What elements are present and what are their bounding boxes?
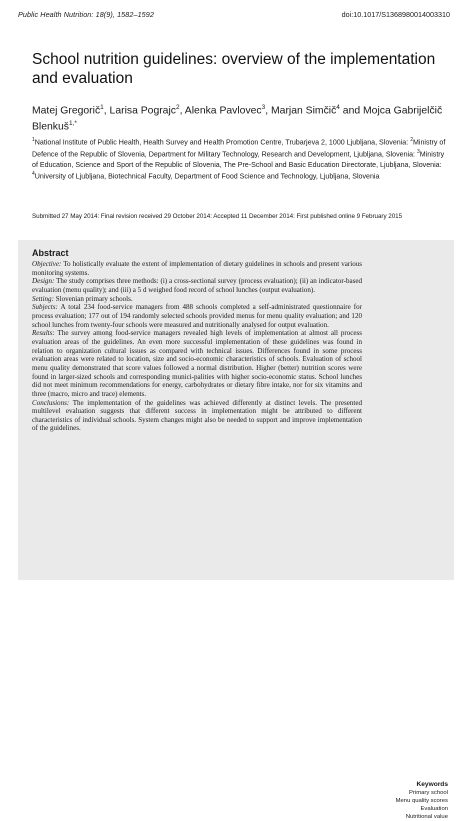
abstract-section [32,277,362,294]
affiliation-number: 2 [410,137,413,143]
abstract-section [32,295,362,304]
publication-dates: Submitted 27 May 2014: Final revision received 29 October 2014: Accepted 11 December 2014: First published online 9 February 2015 [32,213,403,220]
author-list [32,101,452,134]
doi: doi:10.1017/S1368980014003310 [341,10,450,19]
keyword-item: Menu quality scores [395,798,448,804]
abstract-section-body: The survey among food-service managers revealed high levels of implementation at almost all process evaluation areas of the guidelines. An even more successful implementation of these guidelines was found in relation to organization cultural issues as compared with technical issues. Differences found in some process evaluation areas were related to location, size and socio-economic characteristics of schools. Evaluation of school menu quality demonstrated that score values followed a normal distribution. Higher (better) nutrition scores were found in larger-sized schools and corresponding munici-palities with higher socio-economic status. School lunches did not meet minimum recommendations for energy, carbohydrates or dietary fibre intake, nor for six vitamins and three (macro, micro and trace) elements. [32,329,362,398]
author-name: Larisa Pograjc [109,105,176,117]
keywords-panel [358,781,448,821]
affiliation-text: Ministry of Education, Science and Sport of the Republic of Slovenia, The Pre-School and Basic Education Directorate, Ljubljana, Slovenia: [32,150,445,169]
journal-citation: Public Health Nutrition: 18(9), 1582–1592 [18,10,154,19]
abstract-section-body: A total 234 food-service managers from 488 schools completed a self-administrated questionnaire for process evaluation; 177 out of 194 randomly selected schools provided menus for menu quality evaluation; and 120 school lunches from twenty-four schools were measured and nutritionally analysed for output evaluation. [32,303,362,329]
abstract-section-label: Setting: [32,294,54,303]
abstract-heading: Abstract [32,248,69,258]
affiliation-number: 4 [32,171,35,178]
abstract-section [32,303,362,329]
author-affiliation-mark: 2 [175,104,180,111]
abstract-section [32,260,362,277]
affiliation-number: 1 [32,137,35,143]
affiliation-number: 3 [416,149,420,156]
keywords-list [358,789,448,821]
author-separator: , [179,105,185,117]
abstract-section-body: The implementation of the guidelines was achieved differently at distinct levels. The presented multilevel evaluation suggests that different success in implementation might be attributed to different characteristics of individual schools. System changes might also be needed to support and improve implementation of the guidelines. [32,398,362,433]
keyword-item: Nutritional value [405,814,448,820]
author-name: Marjan Simčič [271,105,337,117]
author-name: Matej Gregorič [32,105,101,117]
affiliation-text: University of Ljubljana, Biotechnical Faculty, Department of Food Science and Technology, Ljubljana, Slovenia [34,172,380,181]
running-head [18,10,450,22]
abstract-section-body: Slovenian primary schools. [55,294,133,303]
keyword-item: Evaluation [420,806,448,812]
affiliations [32,136,452,183]
abstract-section-label: Design: [32,277,55,286]
author-separator: and [339,105,364,117]
abstract-section-label: Conclusions: [32,398,70,407]
abstract-section-body: The study comprises three methods: (i) a cross-sectional survey (process evaluation); (ii) an indicator-based evaluation (menu quality); and (iii) a 5 d weighed food record of school lunches (output evaluation). [32,277,362,294]
affiliation-text: National Institute of Public Health, Health Survey and Health Promotion Centre, Trubarjeva 2, 1000 Ljubljana, Slovenia: [34,138,411,147]
author-separator: , [265,105,272,117]
keywords-heading: Keywords [416,781,448,788]
keyword-item: Primary school [409,790,448,796]
abstract-section [32,329,362,398]
author-name: Alenka Pavlovec [184,105,262,117]
author-affiliation-mark: 4 [336,104,340,111]
abstract-section-body: To holistically evaluate the extent of implementation of dietary guidelines in schools and present various monitoring systems. [32,260,362,277]
author-affiliation-mark: 3 [261,104,266,111]
abstract-section [32,399,362,434]
abstract-box [18,240,454,820]
abstract-section-label: Results: [32,329,55,338]
author-separator: , [103,105,110,117]
author-affiliation-mark: 1,* [68,120,77,128]
author-affiliation-mark: 1 [100,104,104,111]
abstract-section-label: Subjects: [32,303,58,312]
abstract-section-label: Objective: [32,260,62,268]
abstract-text [32,260,362,433]
author-name: Mojca Gabrijelčič Blenkuš [32,105,443,133]
article-title: School nutrition guidelines: overview of the implementation and evaluation [32,51,436,87]
affiliation-text: Ministry of Defence of the Republic of Slovenia, Department for Military Technology, Research and Development, Ljubljana, Slovenia: [32,138,446,159]
